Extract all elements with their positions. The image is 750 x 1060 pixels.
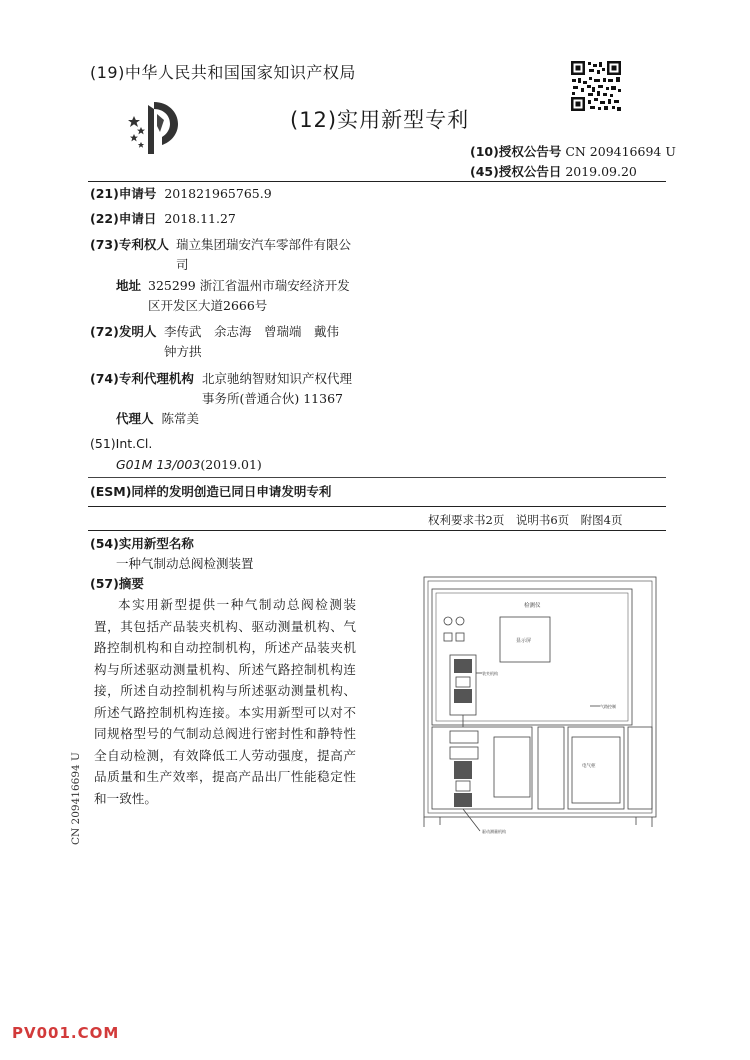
esm-row bbox=[90, 482, 331, 502]
patent-office-logo-icon bbox=[124, 96, 186, 158]
agency-row bbox=[90, 369, 194, 389]
agent-name: 陈常美 bbox=[161, 411, 200, 426]
inventors-row bbox=[90, 322, 156, 342]
inventors-label: (72)发明人 bbox=[90, 324, 157, 339]
grant-pub-number-row bbox=[470, 142, 676, 160]
patentee-line-2: 司 bbox=[176, 257, 189, 272]
agency-line-1: 北京驰纳智财知识产权代理 bbox=[202, 371, 353, 386]
page-count-info: 权利要求书2页 说明书6页 附图4页 bbox=[428, 513, 623, 527]
agency-value bbox=[202, 369, 352, 409]
grant-pub-date-row bbox=[470, 162, 637, 180]
figure-label-right-cabinet: 电气柜 bbox=[582, 764, 596, 769]
grant-pub-number-label: (10)授权公告号 bbox=[470, 144, 562, 159]
application-number-label: (21)申请号 bbox=[90, 186, 157, 201]
agency-label: (74)专利代理机构 bbox=[90, 371, 194, 386]
utility-model-title bbox=[116, 554, 254, 574]
abstract-text: 本实用新型提供一种气制动总阀检测装置，其包括产品装夹机构、驱动测量机构、气路控制机构和自动控制机构，所述产品装夹机构与所述驱动测量机构、所述气路控制机构连接，所述自动控制机构与所述驱动测量机构、所述气路控制机构连接。本实用新型可以对不同规格型号的气制动总阀进行密封性和静特性全自动检测，有效降低工人劳动强度，提高产品质量和生产效率，提高产品出厂性能稳定性和一致性。 bbox=[94, 597, 356, 806]
address-label: 地址 bbox=[116, 278, 142, 293]
body-divider bbox=[88, 506, 666, 507]
intcl-code-row bbox=[116, 455, 262, 475]
agency-line-2: 事务所(普通合伙) 11367 bbox=[202, 391, 343, 406]
abstract-divider bbox=[88, 530, 666, 531]
address-line-2: 区开发区大道2666号 bbox=[148, 298, 268, 313]
grant-pub-date-label: (45)授权公告日 bbox=[470, 164, 562, 179]
patent-office-name: (19)中华人民共和国国家知识产权局 bbox=[90, 63, 356, 82]
grant-pub-number: CN 209416694 U bbox=[565, 144, 676, 159]
grant-pub-date: 2019.09.20 bbox=[565, 164, 637, 179]
intcl-code: G01M 13/003 bbox=[116, 457, 201, 472]
title-label: (54)实用新型名称 bbox=[90, 536, 194, 551]
header-divider bbox=[88, 181, 666, 182]
esm-divider bbox=[88, 477, 666, 478]
application-date-row bbox=[90, 209, 236, 229]
address-line-1: 325299 浙江省温州市瑞安经济开发 bbox=[148, 278, 350, 293]
utility-model-title-text: 一种气制动总阀检测装置 bbox=[116, 556, 254, 571]
intcl-label: (51)Int.Cl. bbox=[90, 436, 153, 451]
patentee-value bbox=[176, 235, 351, 275]
application-date-label: (22)申请日 bbox=[90, 211, 157, 226]
abstract-label: (57)摘要 bbox=[90, 576, 144, 591]
intcl-row bbox=[90, 434, 152, 454]
address-row bbox=[116, 276, 141, 296]
agent-label: 代理人 bbox=[116, 411, 154, 426]
inventors-value bbox=[164, 322, 339, 362]
intcl-year: (2019.01) bbox=[200, 457, 262, 472]
agent-row bbox=[116, 409, 199, 429]
application-date: 2018.11.27 bbox=[164, 211, 236, 226]
esm-note: (ESM)同样的发明创造已同日申请发明专利 bbox=[90, 484, 332, 499]
inventors-line-1: 李传武 余志海 曾瑞端 戴伟 bbox=[164, 324, 340, 339]
qr-code-icon bbox=[570, 60, 622, 112]
inventors-line-2: 钟方拱 bbox=[164, 344, 202, 359]
side-patent-number: CN 209416694 U bbox=[70, 752, 82, 845]
abstract-label-row bbox=[90, 574, 144, 594]
application-number: 201821965765.9 bbox=[164, 186, 272, 201]
patentee-row bbox=[90, 235, 169, 255]
address-value bbox=[148, 276, 350, 316]
application-number-row bbox=[90, 184, 272, 204]
patentee-line-1: 瑞立集团瑞安汽车零部件有限公 bbox=[176, 237, 352, 252]
patent-type-title: (12)实用新型专利 bbox=[290, 108, 470, 132]
figure-label-a: 装夹机构 bbox=[482, 671, 498, 676]
figure-label-screen: 显示屏 bbox=[516, 638, 532, 644]
site-watermark: PV001.COM bbox=[12, 1024, 120, 1042]
title-label-row bbox=[90, 534, 194, 554]
figure-label-c: 驱动测量机构 bbox=[482, 829, 506, 834]
device-drawing bbox=[420, 575, 660, 835]
figure-label-b: 气路控制 bbox=[600, 704, 616, 709]
patentee-label: (73)专利权人 bbox=[90, 237, 169, 252]
figure-label-top-panel: 检测仪 bbox=[524, 603, 541, 609]
